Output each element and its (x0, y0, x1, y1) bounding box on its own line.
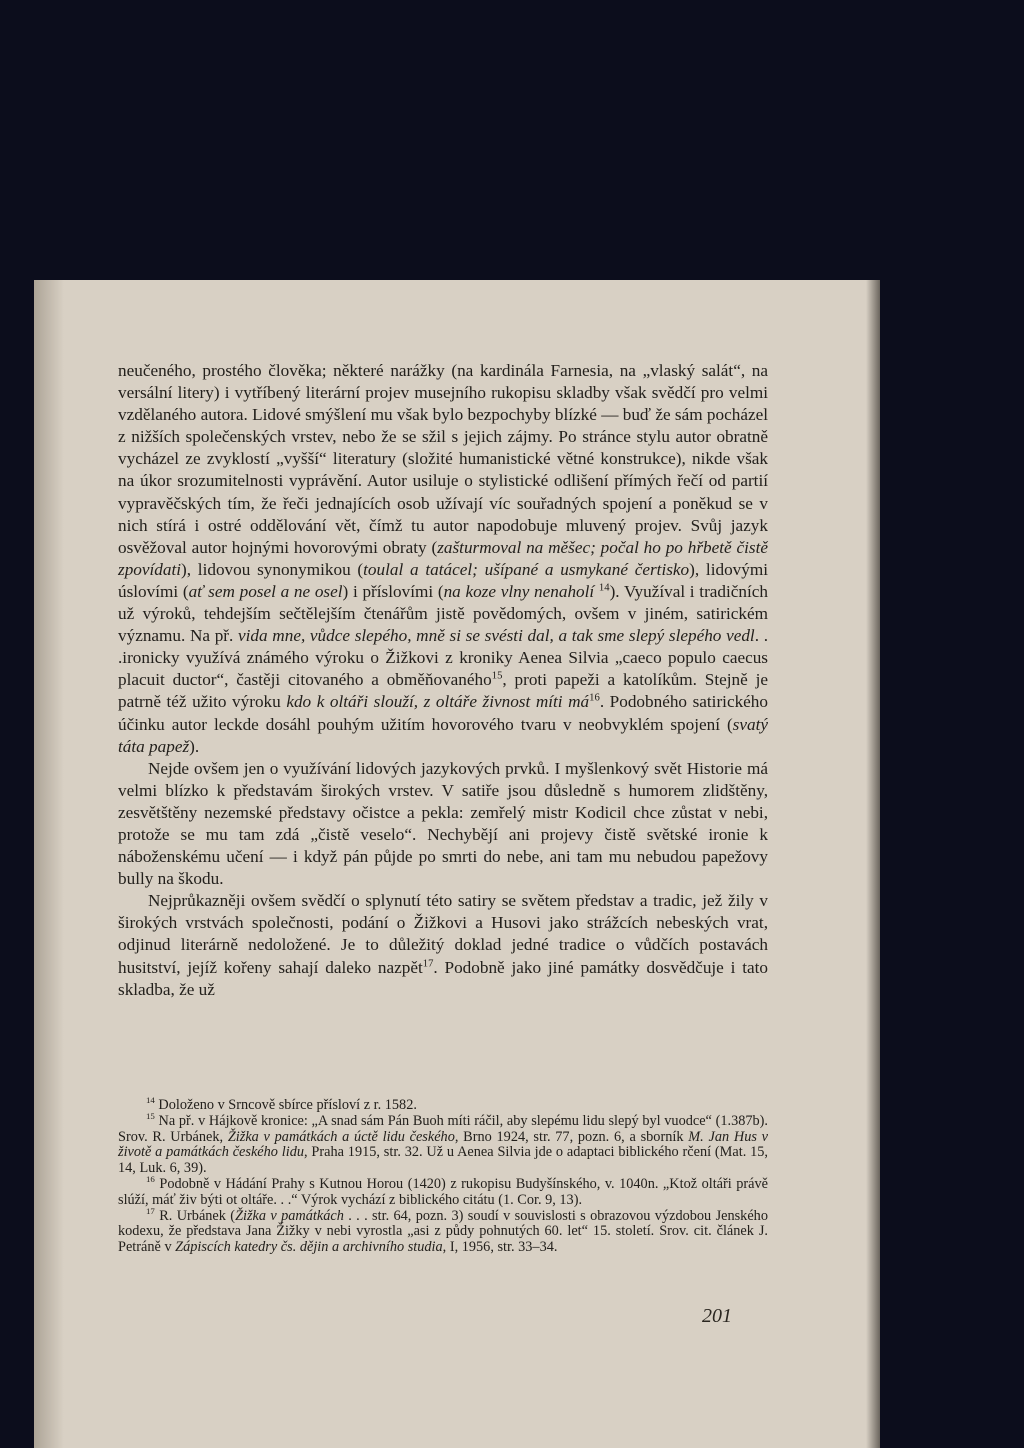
page-edge-shadow (866, 280, 880, 1448)
paragraph-1: neučeného, prostého člověka; některé narážky (na kardinála Farnesia, na „vlaský salát“, na versální litery) i vytříbený literární projev musejního rukopisu skladby však svědčí pro velmi vzdělaného autora. Lidové smýšlení mu však bylo bezpochyby blízké — buď že sám pocházel z nižších společenských vrstev, nebo že se sžil s jejich zájmy. Po stránce stylu autor obratně vycházel ze zvyklostí „vyšší“ literatury (složité humanistické větné konstrukce), nikde však na úkor srozumitelnosti vyprávění. Autor usiluje o stylistické odlišení přímých řečí od partií vypravěčských tím, že řeči jednajících osob užívají víc souřadných spojení a poněkud se v nich stírá i ostré oddělování vět, čímž tu autor napodobuje mluvený projev. Svůj jazyk osvěžoval autor hojnými hovorovými obraty (zašturmoval na měšec; počal ho po hřbetě čistě zpovídati), lidovou synonymikou (toulal a tatácel; ušípané a usmykané čertisko), lidovými úslovími (ať sem posel a ne osel) i příslovími (na koze vlny nenaholí $^{14}$). Využíval i tradičních už výroků, tehdejším sečtělejším čtenářům jistě povědomých, ovšem v jiném, satirickém významu. Na př. vida mne, vůdce slepého, mně si se svésti dal, a tak sme slepý slepého vedl. . .ironicky využívá známého výroku o Žižkovi z kroniky Aenea Silvia „caeco populo caecus placuit ductor“, častěji citovaného a obměňovaného$^{15}$, proti papeži a katolíkům. Stejně je patrně též užito výroku kdo k oltáři slouží, z oltáře živnost míti $má^{16}$. Podobného satirického účinku autor leckde dosáhl pouhým užitím hovorového tvaru v neobvyklém spojení (svatý táta papež). (118, 361, 769, 756)
body-text (118, 360, 768, 1001)
paragraph-2: Nejde ovšem jen o využívání lidových jazykových prvků. I myšlenkový svět Historie má velmi blízko k představám širokých vrstev. V satiře jsou důsledně s humorem zlidštěny, zesvětštěny nezemské představy očistce a pekla: zemřelý mistr Kodicil chce zůstat v nebi, protože se mu tam zdá „čistě veselo“. Nechybějí ani projevy čistě světské ironie k náboženskému učení — i když pán půjde po smrti do nebe, ani tam mu nebudou papežovy bully na škodu. (118, 758, 768, 889)
footnote-15: $^{15}$ Na př. v Hájkově kronice: „A snad sám Pán Buoh míti ráčil, aby slepému lidu slepý byl vuodce“ (1.387b). Srov. R. Urbánek, Žižka v památkách a úctě lidu českého, Brno 1924, str. 77, pozn. 6, a sborník M. Jan Hus v životě a památkách českého lidu, Praha 1915, str. 32. Už u Aenea Silvia jde o adaptaci biblického rčení (Mat. 15, 14, Luk. 6, 39). (118, 1111, 768, 1177)
footnote-14: $^{14}$ Doloženo v Srncově sbírce přísloví z r. 1582. (146, 1095, 417, 1113)
paragraph-3: Nejprůkazněji ovšem svědčí o splynutí této satiry se světem představ a tradic, jež žily v širokých vrstvách společnosti, podání o Žižkovi a Husovi jako strážcích nebeských vrat, odjinud literárně nedoložené. Je to důležitý doklad jedné tradice o vůdčích postavách husitství, jejíž kořeny sahají daleko nazpět$^{17}$. Podobně jako jiné památky dosvědčuje i tato skladba, že už (118, 891, 768, 999)
footnote-17: $^{17}$ R. Urbánek (Žižka v památkách . . . str. 64, pozn. 3) soudí v souvislosti s obrazovou výzdobou Jenského kodexu, že představa Jana Žižky v nebi vyrostla „asi z půdy pohnutých 60. let“ 15. století. Srov. cit. článek J. Petráně v Zápiscích katedry čs. dějin a archivního studia, I, 1956, str. 33–34. (118, 1205, 768, 1256)
page-gutter-shadow (34, 280, 64, 1448)
scan-margin-right (880, 280, 1024, 1448)
footnote-16: $^{16}$ Podobně v Hádání Prahy s Kutnou Horou (1420) z rukopisu Budyšínského, v. 1040n. „Ktož oltáři právě slúží, máť živ býti ot oltáře. . .“ Výrok vychází z biblického citátu (1. Cor. 9, 13). (118, 1174, 768, 1208)
footnotes (118, 1095, 768, 1256)
page-number: 201 (702, 1305, 732, 1327)
